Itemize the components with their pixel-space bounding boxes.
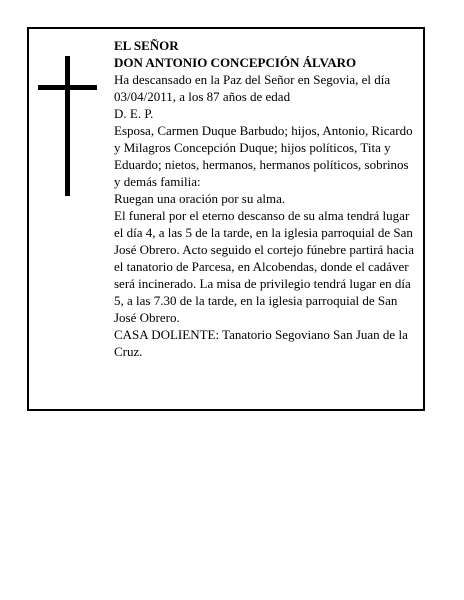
obituary-text [114, 37, 416, 360]
dep-line: D. E. P. [114, 106, 154, 121]
funeral-details: El funeral por el eterno descanso de su alma tendrá lugar el día 4, a las 5 de la tarde, en la iglesia parroquial de San José Obrero. Acto seguido el cortejo fúnebre partirá hacia el tanatorio de Parcesa, en Alcobendas, donde el cadáver será incinerado. La misa de privilegio tendrá lugar en día 5, a las 7.30 de la tarde, en la iglesia parroquial de San José Obrero. [114, 208, 414, 325]
family-list: Esposa, Carmen Duque Barbudo; hijos, Antonio, Ricardo y Milagros Concepción Duque; hijos políticos, Tita y Eduardo; nietos, hermanos, hermanos políticos, sobrinos y demás familia: [114, 123, 413, 189]
death-statement: Ha descansado en la Paz del Señor en Segovia, el día 03/04/2011, a los 87 años de edad [114, 72, 391, 104]
mourning-house: CASA DOLIENTE: Tanatorio Segoviano San Juan de la Cruz. [114, 327, 408, 359]
notice-title-line-2: DON ANTONIO CONCEPCIÓN ÁLVARO [114, 55, 357, 70]
cross-icon-crossbar [38, 85, 97, 90]
prayer-request: Ruegan una oración por su alma. [114, 191, 286, 206]
cross-icon [65, 56, 70, 196]
notice-title-line-1: EL SEÑOR [114, 38, 179, 53]
